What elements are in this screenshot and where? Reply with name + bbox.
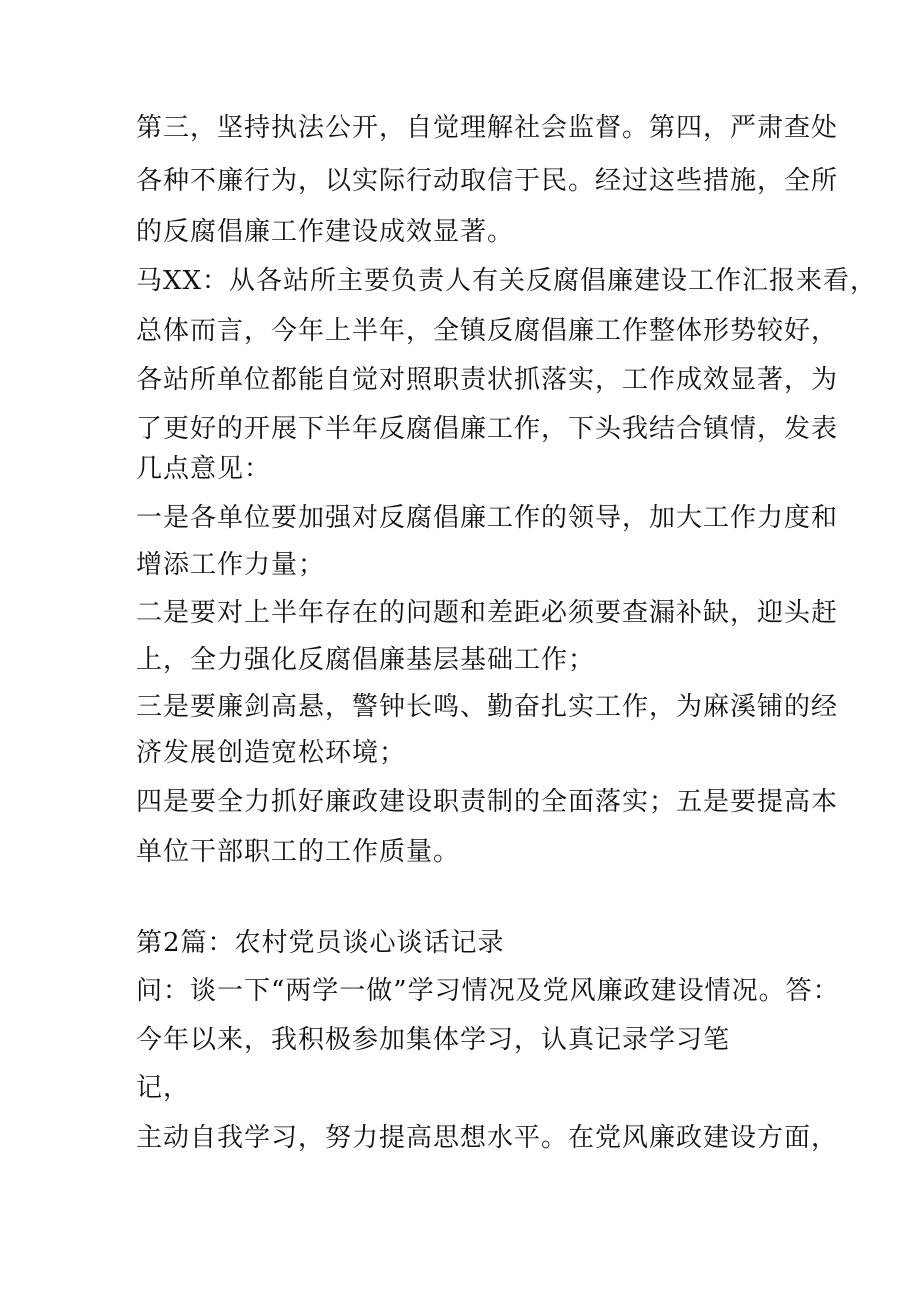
paragraph-5-line-2: 济发展创造宽松环境；	[136, 738, 407, 768]
paragraph-4-line-2: 上，全力强化反腐倡廉基层基础工作；	[136, 645, 596, 675]
paragraph-3-line-1: 一是各单位要加强对反腐倡廉工作的领导，加大工作力度和	[136, 503, 839, 533]
paragraph-1-line-1: 第三，坚持执法公开，自觉理解社会监督。第四，严肃查处	[136, 113, 839, 143]
paragraph-8-line-2: 今年以来，我积极参加集体学习，认真记录学习笔	[136, 1025, 731, 1055]
paragraph-8-line-3: 记，	[136, 1073, 191, 1103]
paragraph-8-line-4: 主动自我学习，努力提高思想水平。在党风廉政建设方面，	[136, 1123, 839, 1153]
paragraph-2-line-3: 各站所单位都能自觉对照职责状抓落实，工作成效显著，为	[136, 365, 839, 395]
paragraph-2-line-5: 几点意见：	[136, 454, 272, 484]
paragraph-4-line-1: 二是要对上半年存在的问题和差距必须要查漏补缺，迎头赶	[136, 598, 839, 628]
paragraph-1-line-3: 的反腐倡廉工作建设成效显著。	[136, 217, 515, 247]
paragraph-6-line-1: 四是要全力抓好廉政建设职责制的全面落实；五是要提高本	[136, 787, 839, 817]
paragraph-6-line-2: 单位干部职工的工作质量。	[136, 837, 461, 867]
paragraph-2-line-1: 马XX：从各站所主要负责人有关反腐倡廉建设工作汇报来看，	[136, 266, 878, 296]
paragraph-3-line-2: 增添工作力量；	[136, 550, 326, 580]
paragraph-2-line-2: 总体而言，今年上半年，全镇反腐倡廉工作整体形势较好，	[136, 316, 839, 346]
paragraph-5-line-1: 三是要廉剑高悬，警钟长鸣、勤奋扎实工作，为麻溪铺的经	[136, 692, 839, 722]
paragraph-2-line-4: 了更好的开展下半年反腐倡廉工作，下头我结合镇情，发表	[136, 414, 839, 444]
paragraph-1-line-2: 各种不廉行为，以实际行动取信于民。经过这些措施，全所	[136, 166, 839, 196]
section-heading: 第2篇：农村党员谈心谈话记录	[136, 928, 505, 958]
paragraph-8-line-1: 问：谈一下“两学一做”学习情况及党风廉政建设情况。答：	[136, 976, 840, 1006]
